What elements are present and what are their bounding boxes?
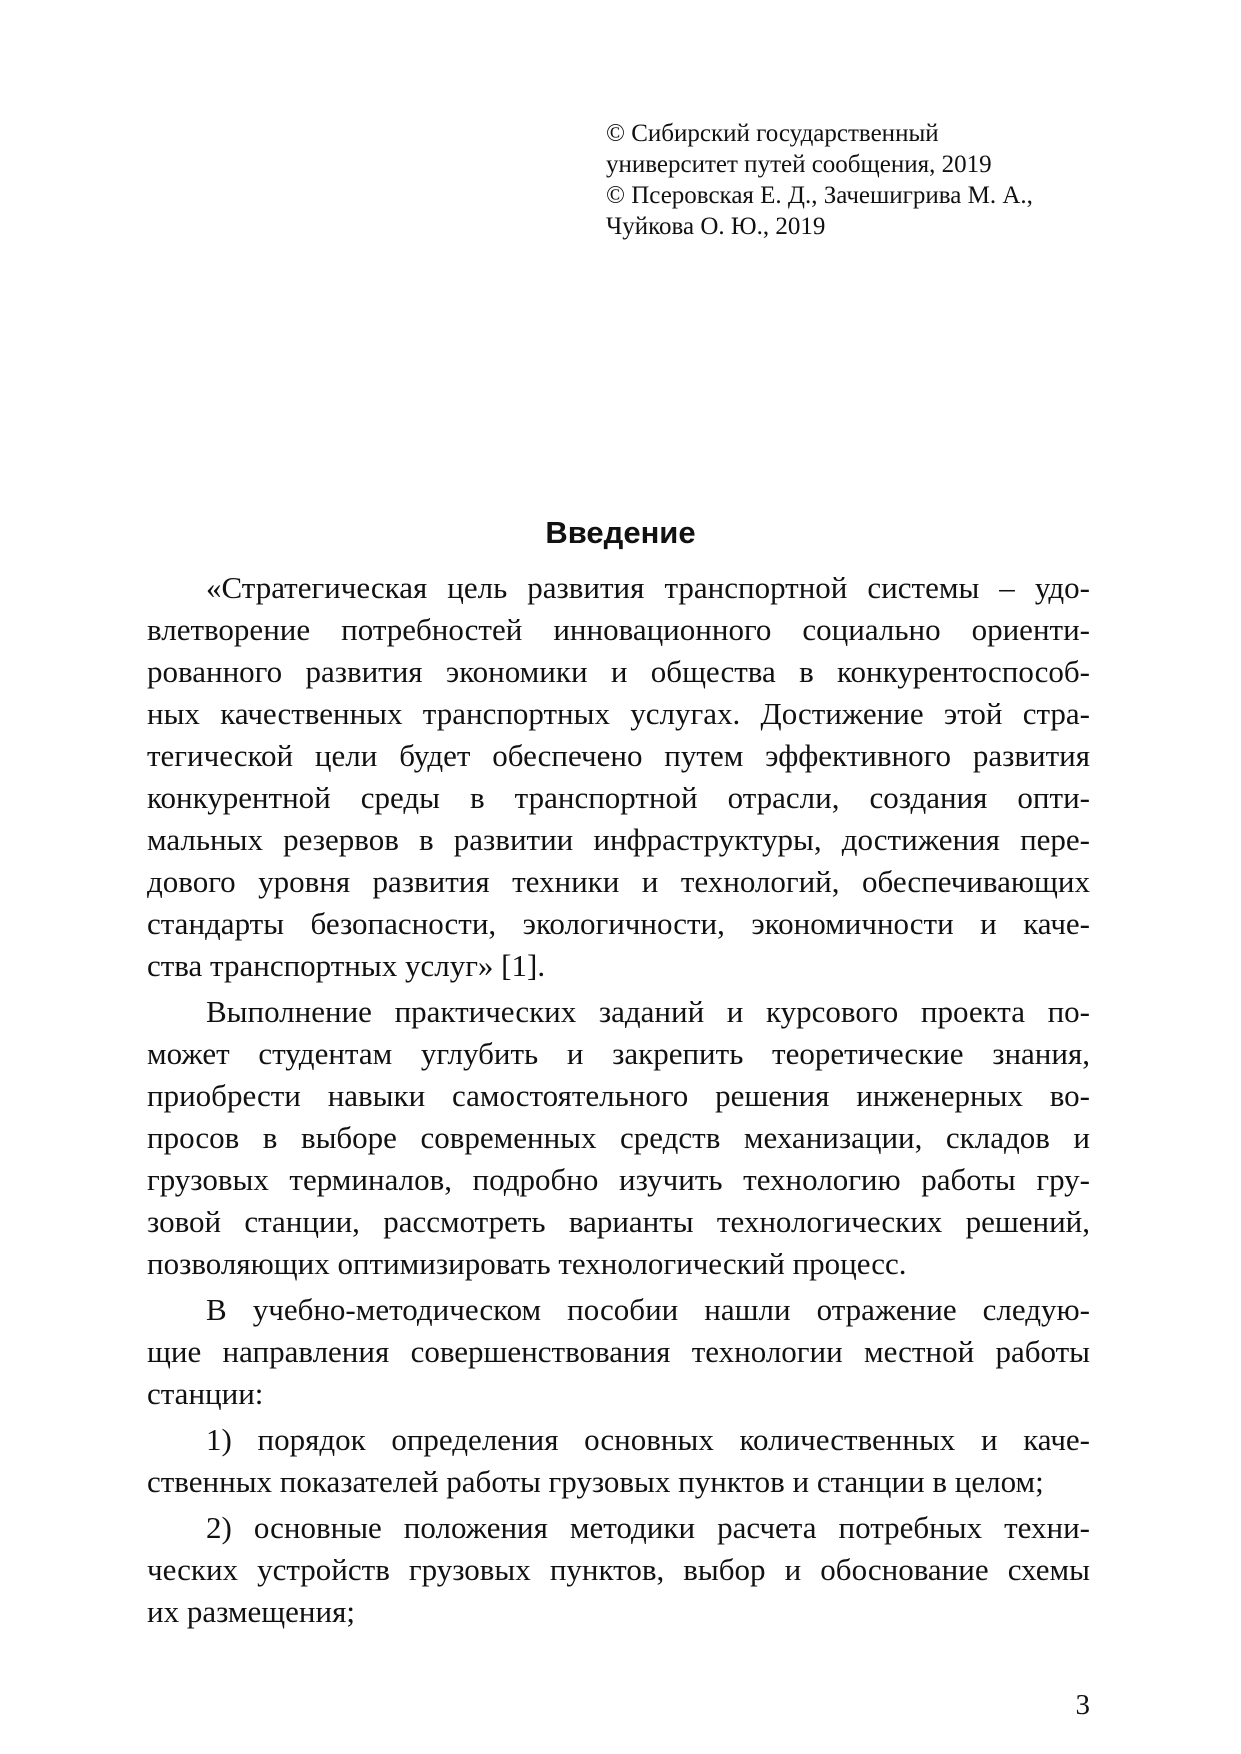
text-line: ческих устройств грузовых пунктов, выбор и обоснование схемы [147, 1552, 1090, 1587]
paragraph-directions [147, 1289, 1090, 1419]
text-line: тегической цели будет обеспечено путем эффективного развития [147, 738, 1090, 773]
text-line: позволяющих оптимизировать технологический процесс. [147, 1246, 907, 1281]
copyright-block [606, 118, 1126, 242]
copyright-line: университет путей сообщения, 2019 [606, 151, 992, 178]
text-line: может студентам углубить и закрепить теоретические знания, [147, 1036, 1090, 1071]
text-line: 1) порядок определения основных количественных и каче- [206, 1422, 1090, 1457]
text-line: 2) основные положения методики расчета потребных техни- [206, 1510, 1090, 1545]
body-text [147, 567, 1090, 1637]
text-line: «Стратегическая цель развития транспортной системы – удо- [206, 570, 1090, 605]
copyright-line: © Псеровская Е. Д., Зачешигрива М. А., [606, 182, 1033, 209]
text-line: приобрести навыки самостоятельного решения инженерных во- [147, 1078, 1090, 1113]
text-line: влетворение потребностей инновационного социально ориенти- [147, 612, 1090, 647]
text-line: их размещения; [147, 1594, 355, 1629]
text-line: ства транспортных услуг» [1]. [147, 948, 546, 983]
copyright-line: Чуйкова О. Ю., 2019 [606, 213, 826, 240]
text-line: Выполнение практических заданий и курсового проекта по- [206, 994, 1090, 1029]
text-line: рованного развития экономики и общества в конкурентоспособ- [147, 654, 1090, 689]
list-item-1 [147, 1419, 1090, 1507]
text-line: стандарты безопасности, экологичности, экономичности и каче- [147, 906, 1090, 941]
copyright-line: © Сибирский государственный [606, 120, 939, 147]
text-line: щие направления совершенствования технологии местной работы [147, 1334, 1090, 1369]
text-line: зовой станции, рассмотреть варианты технологических решений, [147, 1204, 1090, 1239]
section-heading: Введение [545, 515, 696, 550]
text-line: станции: [147, 1376, 264, 1411]
list-item-2 [147, 1507, 1090, 1637]
page-number: 3 [1075, 1689, 1090, 1721]
text-line: В учебно-методическом пособии нашли отражение следую- [206, 1292, 1090, 1327]
text-line: ных качественных транспортных услугах. Достижение этой стра- [147, 696, 1090, 731]
text-line: конкурентной среды в транспортной отрасли, создания опти- [147, 780, 1090, 815]
text-line: просов в выборе современных средств механизации, складов и [147, 1120, 1090, 1155]
text-line: ственных показателей работы грузовых пунктов и станции в целом; [147, 1464, 1044, 1499]
text-line: грузовых терминалов, подробно изучить технологию работы гру- [147, 1162, 1090, 1197]
paragraph-practical-tasks [147, 991, 1090, 1289]
text-line: мальных резервов в развитии инфраструктуры, достижения пере- [147, 822, 1090, 857]
text-line: дового уровня развития техники и технологий, обеспечивающих [147, 864, 1090, 899]
paragraph-strategic-goal [147, 567, 1090, 991]
